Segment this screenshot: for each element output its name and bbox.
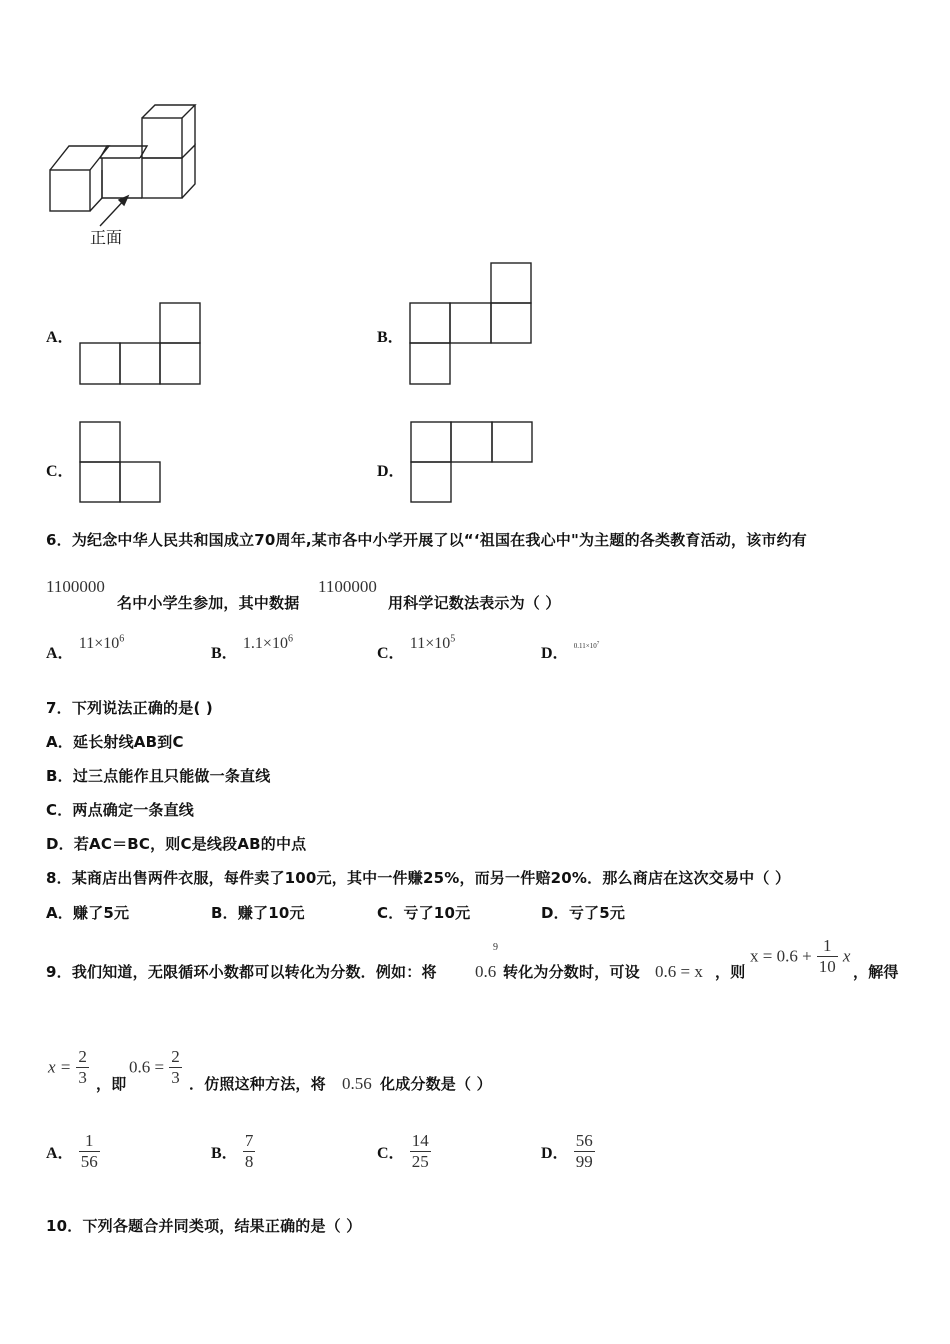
q7-option-c: C．两点确定一条直线 — [46, 801, 195, 819]
q9-math-3-right: x — [842, 946, 851, 966]
cube-figure — [40, 100, 210, 260]
q6-option-a-expr: $11\times 10^6$ — [78, 633, 125, 652]
q6-option-d-label: D． — [541, 645, 569, 662]
q7-option-a: A．延长射线AB到C — [46, 733, 184, 751]
cube-drawing — [40, 100, 210, 260]
q9-math-2: 0.6 = x — [655, 962, 703, 981]
q10-stem: 10．下列各题合并同类项，结果正确的是（ ） — [46, 1217, 362, 1235]
q9-math-5 — [129, 1047, 182, 1088]
q7-option-b: B．过三点能作且只能做一条直线 — [46, 767, 271, 785]
q6-mid-text: 名中小学生参加，其中数据 — [117, 594, 300, 612]
q9-math-6: 0.56 — [342, 1074, 372, 1093]
q9-text-4: ，解得 — [853, 963, 899, 981]
q9-text-2: 转化为分数时，可设 — [503, 963, 640, 981]
q6-number-2: 1100000 — [318, 577, 377, 596]
q8-stem: 8．某商店出售两件衣服，每件卖了100元，其中一件赚25%，而另一件赔20%．那么商店在这次交易中（ ） — [46, 869, 791, 887]
q6-option-b-expr: $1.1\times 10^6$ — [242, 633, 293, 652]
q8-option-c: C．亏了10元 — [377, 904, 471, 922]
q9-option-a-label: A． — [46, 1145, 74, 1162]
q9-math-1-dot: 9 — [493, 942, 498, 953]
q9-fraction-3: $\frac{2}{3}$ — [171, 1047, 180, 1087]
q9-math-1-value: 0.6 — [475, 962, 497, 981]
q9-text-1: 9．我们知道，无限循环小数都可以转化为分数．例如：将 — [46, 963, 437, 981]
q9-fraction-2: $\frac{2}{3}$ — [78, 1047, 87, 1087]
q9-text-6: ．仿照这种方法，将 — [189, 1075, 326, 1093]
q9-math-3 — [750, 936, 850, 977]
q6-option-d-expr: 0.11×107 — [573, 641, 600, 650]
q5-option-d-label: D． — [377, 463, 405, 480]
q7-option-d: D．若AC＝BC，则C是线段AB的中点 — [46, 835, 307, 853]
q6-option-c-expr: $11\times 10^5$ — [409, 633, 456, 652]
q7-stem: 7．下列说法正确的是( ) — [46, 699, 213, 717]
q6-option-b-label: B． — [211, 645, 238, 662]
q5-option-c-figure — [78, 421, 163, 505]
q6-option-c-label: C． — [377, 645, 405, 662]
q5-option-d-figure — [409, 421, 535, 505]
q5-option-a-label: A． — [46, 329, 74, 346]
q9-math-4-left: x = — [48, 1057, 72, 1077]
q6-end-text: 用科学记数法表示为（ ） — [388, 594, 561, 612]
front-label: 正面 — [90, 228, 123, 247]
q9-fraction-1: $\frac{1}{10}$ — [818, 936, 836, 976]
q9-math-5-left: 0.6 = — [129, 1057, 165, 1077]
q9-option-c-fraction: $\frac{14}{25}$ — [411, 1131, 429, 1171]
q9-text-7: 化成分数是（ ） — [380, 1075, 492, 1093]
q6-option-a-label: A． — [46, 645, 74, 662]
q9-option-a — [46, 1131, 100, 1172]
q8-option-a: A．赚了5元 — [46, 904, 130, 922]
q9-math-3-left: x = 0.6 + — [750, 946, 812, 966]
q9-option-b-label: B． — [211, 1145, 238, 1162]
q9-option-d-label: D． — [541, 1145, 569, 1162]
q6-stem-line1: 6．为纪念中华人民共和国成立70周年,某市各中小学开展了以“‘祖国在我心中"为主题的各类教育活动，该市约有 — [46, 531, 807, 549]
q5-option-b-figure — [408, 262, 534, 387]
q8-option-b: B．赚了10元 — [211, 904, 305, 922]
q9-text-3: ，则 — [715, 963, 746, 981]
q9-option-c-label: C． — [377, 1145, 405, 1162]
q6-option-c — [377, 633, 456, 663]
q9-math-4 — [48, 1047, 89, 1088]
q8-option-d: D．亏了5元 — [541, 904, 626, 922]
q6-option-a — [46, 633, 125, 663]
q9-option-b-fraction: $\frac{7}{8}$ — [244, 1131, 254, 1171]
q9-option-d — [541, 1131, 595, 1172]
q6-option-d — [541, 640, 599, 663]
q9-option-d-fraction: $\frac{56}{99}$ — [575, 1131, 593, 1171]
q5-option-b-label: B． — [377, 329, 404, 346]
q9-option-c — [377, 1131, 431, 1172]
q9-option-a-fraction: $\frac{1}{56}$ — [80, 1131, 98, 1171]
q9-option-b — [211, 1131, 255, 1172]
q5-option-a-figure — [78, 302, 203, 386]
q9-text-5: ，即 — [96, 1075, 127, 1093]
q5-option-c-label: C． — [46, 463, 74, 480]
q6-number-1: 1100000 — [46, 577, 105, 596]
q6-option-b — [211, 633, 293, 663]
